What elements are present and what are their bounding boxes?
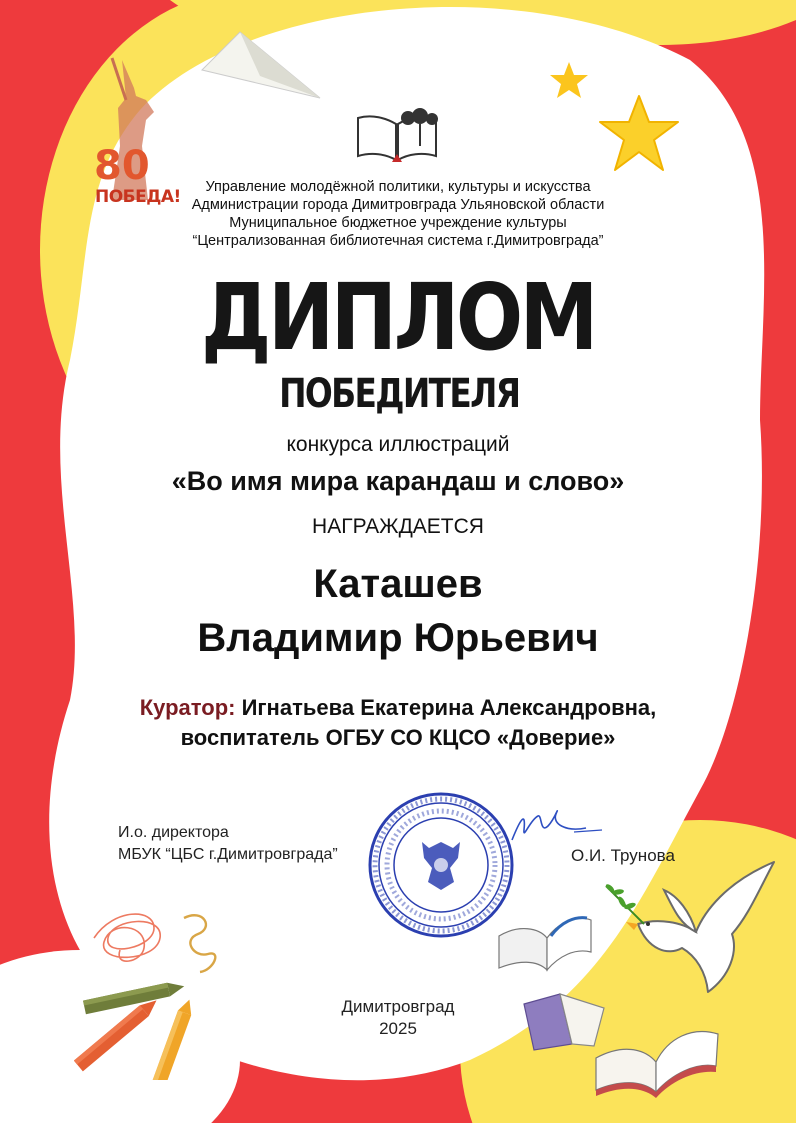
header-line: Управление молодёжной политики, культуры и искусства	[205, 179, 591, 195]
library-logo-icon	[352, 104, 442, 166]
recipient-name: Владимир Юрьевич	[197, 616, 599, 660]
header-line: Администрации города Димитровграда Ульяновской области	[191, 197, 605, 213]
contest-name: «Во имя мира карандаш и слово»	[171, 466, 625, 496]
curator-position: воспитатель ОГБУ СО КЦСО «Доверие»	[180, 725, 616, 750]
diploma-subtitle: ПОБЕДИТЕЛЯ	[279, 371, 520, 417]
curator-name: Игнатьева Екатерина Александровна,	[241, 695, 657, 720]
position-line: И.о. директора	[118, 824, 229, 841]
contest-line: конкурса иллюстраций	[286, 433, 510, 456]
footer-city: Димитровград	[341, 997, 455, 1016]
awarded-label: НАГРАЖДАЕТСЯ	[312, 515, 484, 538]
open-book-icon	[495, 906, 595, 976]
curator-block	[0, 693, 796, 753]
dove-with-branch-icon	[598, 852, 778, 1002]
recipient-surname: Каташев	[313, 562, 483, 606]
position-line: МБУК “ЦБС г.Димитровграда”	[118, 846, 338, 863]
footer-year: 2025	[379, 1019, 417, 1038]
curator-line	[0, 693, 796, 723]
curator-label: Куратор:	[139, 695, 236, 720]
star-icon	[548, 60, 590, 100]
organization-header	[0, 178, 796, 250]
victory-word: ПОБЕДА!	[95, 187, 181, 207]
star-icon-large	[596, 92, 682, 176]
header-line: “Централизованная библиотечная система г.Димитровграда”	[192, 233, 604, 249]
signer-position	[118, 822, 338, 866]
victory-number: 80	[94, 143, 150, 189]
signer-name: О.И. Трунова	[571, 846, 675, 865]
paper-airplane-icon	[200, 30, 325, 102]
header-line: Муниципальное бюджетное учреждение культуры	[229, 215, 567, 231]
diploma-title: ДИПЛОМ	[201, 264, 595, 371]
footer	[0, 996, 796, 1040]
